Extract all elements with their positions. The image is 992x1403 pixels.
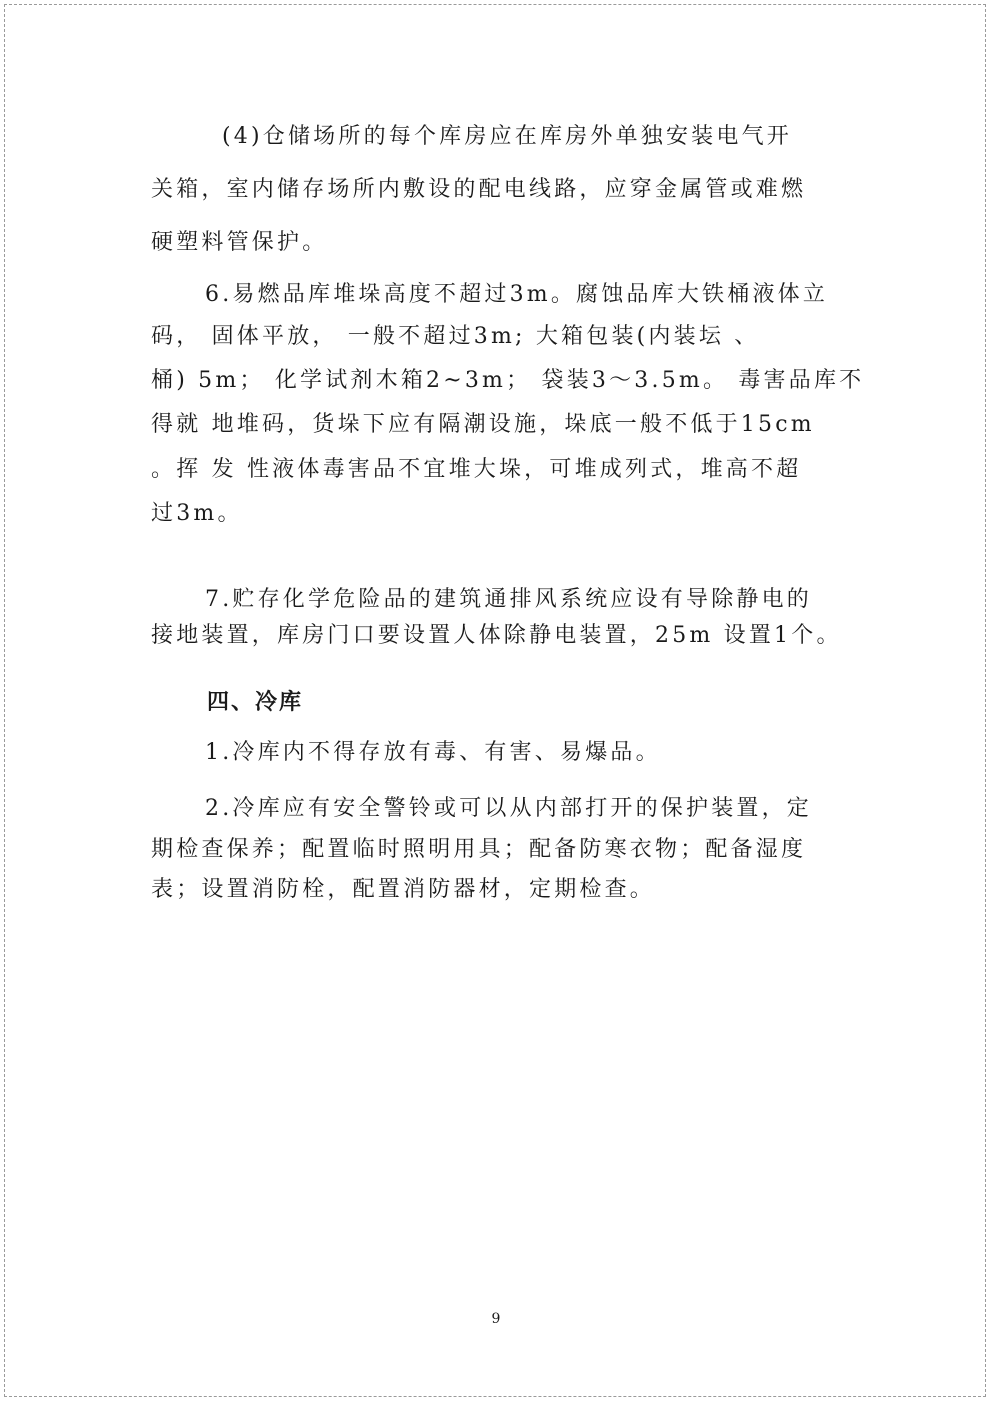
paragraph-line: 1.冷库内不得存放有毒、有害、易爆品。	[205, 740, 661, 765]
paragraph-line: 桶) 5m； 化学试剂木箱2~3m； 袋装3～3.5m。 毒害品库不	[151, 368, 865, 393]
paragraph-line: 关箱，室内储存场所内敷设的配电线路，应穿金属管或难燃	[151, 177, 807, 202]
paragraph-line: 2.冷库应有安全警铃或可以从内部打开的保护装置，定	[205, 796, 812, 821]
section-heading: 四、冷库	[207, 689, 304, 715]
paragraph-line: 得就 地堆码，货垛下应有隔潮设施，垛底一般不低于15cm	[151, 412, 815, 437]
paragraph-line: 。挥 发 性液体毒害品不宜堆大垛，可堆成列式，堆高不超	[151, 457, 802, 482]
paragraph-line: 过3m。	[151, 501, 243, 526]
page-number: 9	[491, 1311, 501, 1327]
paragraph-line: 表；设置消防栓，配置消防器材，定期检查。	[151, 877, 656, 902]
paragraph-line: 硬塑料管保护。	[151, 230, 328, 255]
page-border	[4, 4, 986, 1397]
paragraph-line: 期检查保养；配置临时照明用具；配备防寒衣物；配备湿度	[151, 837, 807, 862]
paragraph-line: 6.易燃品库堆垛高度不超过3m。腐蚀品库大铁桶液体立	[205, 282, 829, 307]
paragraph-line: 码， 固体平放， 一般不超过3m; 大箱包装(内装坛 、	[151, 324, 760, 349]
paragraph-line: (4)仓储场所的每个库房应在库房外单独安装电气开	[222, 124, 792, 149]
paragraph-line: 接地装置，库房门口要设置人体除静电装置，25m 设置1个。	[151, 623, 842, 648]
paragraph-line: 7.贮存化学危险品的建筑通排风系统应设有导除静电的	[205, 587, 812, 612]
